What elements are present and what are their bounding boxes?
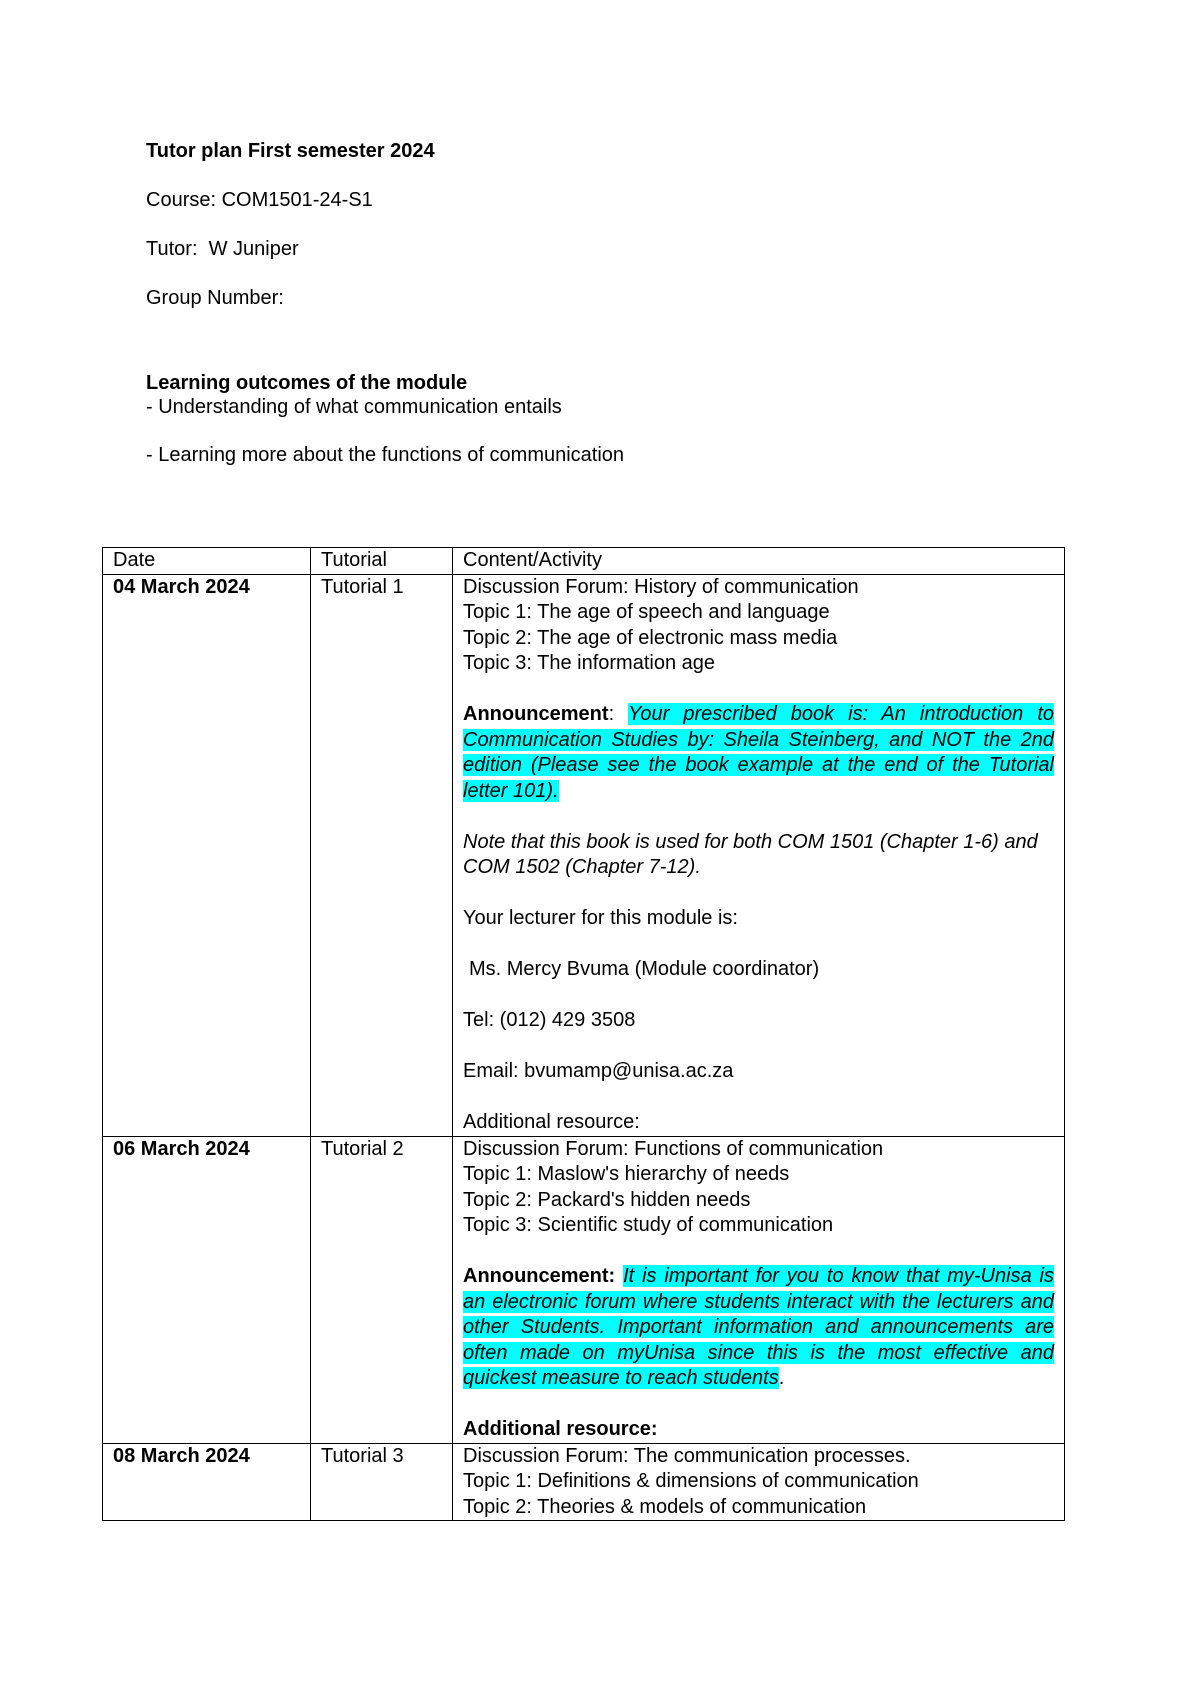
column-header-tutorial: Tutorial	[311, 548, 453, 575]
announcement-label: Announcement:	[463, 1265, 616, 1287]
topic-item: Topic 2: Packard's hidden needs	[463, 1188, 751, 1211]
forum-title: Discussion Forum: History of communication	[463, 575, 859, 598]
row-date: 06 March 2024	[103, 1136, 311, 1443]
announcement	[463, 702, 1054, 804]
row-content	[453, 1443, 1065, 1521]
forum-title: Discussion Forum: Functions of communication	[463, 1137, 884, 1160]
learning-outcomes	[146, 371, 624, 467]
outcome-item: - Learning more about the functions of communication	[146, 444, 625, 466]
forum-title: Discussion Forum: The communication processes.	[463, 1444, 911, 1467]
row-tutorial: Tutorial 3	[311, 1443, 453, 1521]
announcement-end: .	[778, 1367, 785, 1389]
topic-item: Topic 1: Definitions & dimensions of communication	[463, 1470, 919, 1492]
additional-resource: Additional resource:	[463, 1111, 640, 1133]
outcomes-heading: Learning outcomes of the module	[146, 372, 468, 394]
lecturer-name: Ms. Mercy Bvuma (Module coordinator)	[469, 958, 820, 980]
table-row	[103, 574, 1065, 1136]
row-tutorial: Tutorial 2	[311, 1136, 453, 1443]
topic-item: Topic 3: Scientific study of communication	[463, 1214, 834, 1236]
column-header-date: Date	[103, 548, 311, 575]
tutor-plan-table	[102, 547, 1065, 1521]
course-value: COM1501-24-S1	[221, 189, 373, 211]
table-row	[103, 1443, 1065, 1521]
group-line	[146, 286, 284, 310]
tutor-label: Tutor:	[146, 238, 198, 260]
lecturer-intro: Your lecturer for this module is:	[463, 907, 738, 929]
announcement-separator: :	[608, 703, 629, 725]
announcement-text: Your prescribed book is: An introduction to Communication Studies by: Sheila Steinberg, and NOT the 2nd edition (Please see the book example at the end of the Tutorial letter 101).	[463, 703, 1054, 802]
row-date: 04 March 2024	[103, 574, 311, 1136]
document-title: Tutor plan First semester 2024	[146, 140, 435, 162]
group-label: Group Number:	[146, 287, 284, 309]
announcement	[463, 1264, 1054, 1392]
additional-resource: Additional resource:	[463, 1418, 658, 1440]
row-content	[453, 1136, 1065, 1443]
topic-item: Topic 2: Theories & models of communication	[463, 1495, 867, 1518]
announcement-label: Announcement	[463, 703, 609, 725]
topic-item: Topic 1: The age of speech and language	[463, 601, 830, 623]
course-line	[146, 188, 373, 212]
topic-item: Topic 3: The information age	[463, 652, 716, 674]
row-tutorial: Tutorial 1	[311, 574, 453, 1136]
topic-item: Topic 1: Maslow's hierarchy of needs	[463, 1163, 790, 1185]
row-content	[453, 574, 1065, 1136]
tutor-line	[146, 237, 299, 261]
topic-item: Topic 2: The age of electronic mass media	[463, 626, 838, 649]
outcome-item: - Understanding of what communication entails	[146, 396, 562, 418]
table-header-row	[103, 548, 1065, 575]
lecturer-tel: Tel: (012) 429 3508	[463, 1009, 636, 1031]
course-label: Course:	[146, 189, 217, 211]
table-row	[103, 1136, 1065, 1443]
lecturer-email: Email: bvumamp@unisa.ac.za	[463, 1060, 734, 1082]
column-header-content: Content/Activity	[453, 548, 1065, 575]
book-note: Note that this book is used for both COM 1501 (Chapter 1-6) and COM 1502 (Chapter 7-12).	[463, 830, 1038, 878]
tutor-value: W Juniper	[208, 238, 299, 260]
row-date: 08 March 2024	[103, 1443, 311, 1521]
announcement-text: It is important for you to know that my-Unisa is an electronic forum where students interact with the lecturers and other Students. Important information and announcements are often made on myUnisa since this is the most effective and quickest measure to reach students	[463, 1265, 1054, 1389]
